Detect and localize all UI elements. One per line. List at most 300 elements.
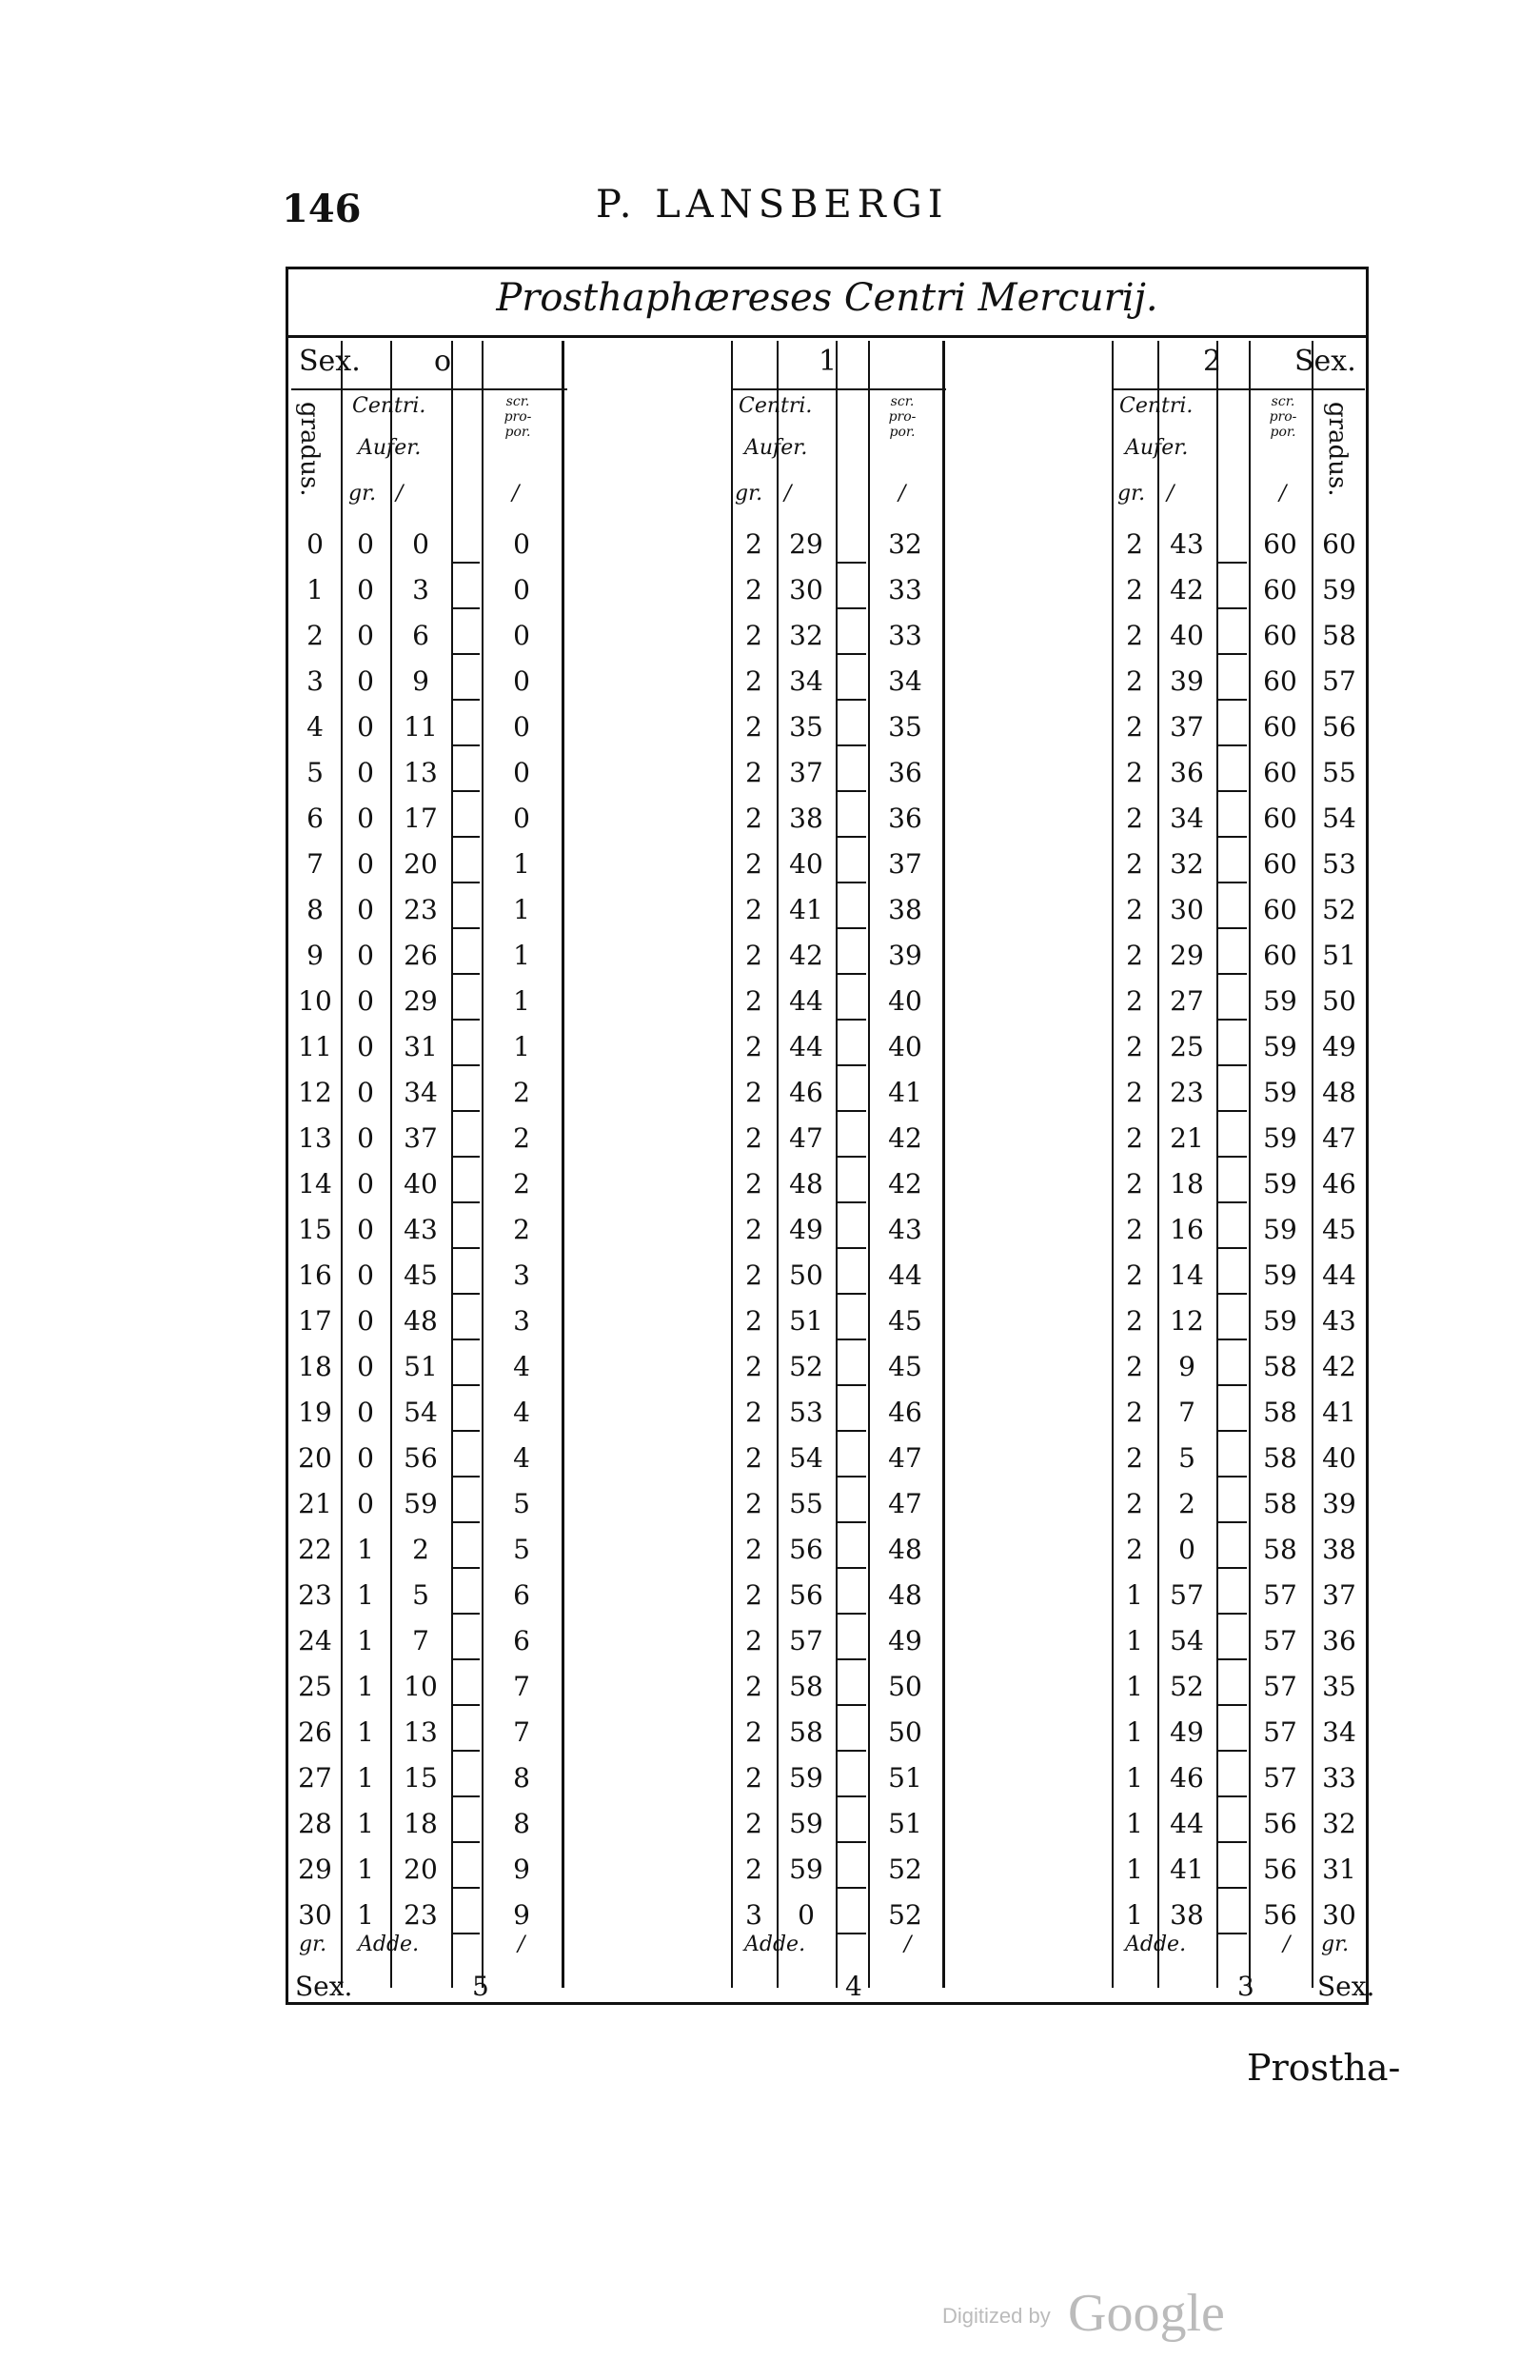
scruple-cell: 33 — [888, 620, 922, 651]
minute-cell: 40 — [1170, 620, 1204, 651]
table-row — [291, 613, 567, 659]
minute-cell: 37 — [404, 1122, 438, 1154]
row-dash — [1218, 927, 1247, 929]
sex-label: Sex. — [299, 345, 361, 378]
aufer-label: Aufer. — [1125, 436, 1189, 460]
row-dash — [1218, 1156, 1247, 1158]
minute-cell: 50 — [789, 1259, 823, 1291]
minute-cell: 51 — [404, 1351, 438, 1382]
running-head: P. LANSBERGI — [596, 183, 949, 227]
degree-cell: 2 — [745, 1259, 762, 1291]
scruple-cell: 48 — [888, 1534, 922, 1565]
scruple-cell: 0 — [513, 528, 530, 560]
gradus-cell: 3 — [306, 665, 324, 697]
gradus-cell: 39 — [1322, 1488, 1356, 1519]
table-row — [1112, 1755, 1388, 1801]
gradus-cell: 36 — [1322, 1625, 1356, 1656]
row-dash — [838, 882, 866, 883]
minute-cell: 9 — [412, 665, 429, 697]
scruple-cell: 1 — [513, 940, 530, 971]
scruple-cell: 58 — [1263, 1351, 1297, 1382]
table-row — [1112, 842, 1388, 887]
scruple-cell: 41 — [888, 1077, 922, 1108]
row-dash — [453, 1887, 480, 1889]
footer-gr-label: gr. — [299, 1933, 327, 1956]
minute-cell: 49 — [789, 1214, 823, 1245]
scruple-cell: 0 — [513, 803, 530, 834]
gradus-cell: 33 — [1322, 1762, 1356, 1794]
scruple-cell: 1 — [513, 1031, 530, 1062]
table-row — [1112, 1161, 1388, 1207]
degree-cell: 2 — [1126, 1488, 1143, 1519]
degree-cell: 2 — [745, 1168, 762, 1200]
degree-cell: 2 — [745, 1671, 762, 1702]
degree-cell: 2 — [1126, 803, 1143, 834]
scruple-cell: 7 — [513, 1716, 530, 1748]
minute-cell: 54 — [1170, 1625, 1204, 1656]
minute-cell: 5 — [1178, 1442, 1195, 1474]
gradus-cell: 54 — [1322, 803, 1356, 834]
header-rule — [291, 388, 567, 390]
row-dash — [453, 1750, 480, 1752]
scruple-cell: 59 — [1263, 1214, 1297, 1245]
degree-cell: 2 — [745, 1214, 762, 1245]
degree-cell: 1 — [1126, 1854, 1143, 1885]
table-row — [1112, 1436, 1388, 1481]
minute-cell: 27 — [1170, 985, 1204, 1017]
degree-cell: 2 — [745, 803, 762, 834]
minute-cell: 51 — [789, 1305, 823, 1337]
row-dash — [453, 1019, 480, 1021]
scruple-cell: 56 — [1263, 1899, 1297, 1931]
scruple-cell: 2 — [513, 1122, 530, 1154]
minute-cell: 18 — [1170, 1168, 1204, 1200]
scruple-cell: 46 — [888, 1397, 922, 1428]
degree-cell: 2 — [745, 620, 762, 651]
scruple-cell: 1 — [513, 848, 530, 880]
degree-cell: 2 — [745, 894, 762, 925]
row-dash — [1218, 973, 1247, 975]
table-row — [731, 1299, 1007, 1344]
table-row — [291, 704, 567, 750]
gr-label: gr. — [1117, 482, 1146, 506]
degree-cell: 2 — [1126, 894, 1143, 925]
scruple-cell: 7 — [513, 1671, 530, 1702]
scruple-cell: 2 — [513, 1077, 530, 1108]
row-dash — [838, 1795, 866, 1797]
scruple-cell: 60 — [1263, 574, 1297, 605]
gradus-cell: 6 — [306, 803, 324, 834]
scruple-cell: 36 — [888, 757, 922, 788]
table-row — [1112, 933, 1388, 979]
gradus-cell: 4 — [306, 711, 324, 743]
row-dash — [838, 1658, 866, 1660]
minute-cell: 57 — [789, 1625, 823, 1656]
degree-cell: 1 — [1126, 1716, 1143, 1748]
table-row — [731, 1024, 1007, 1070]
gradus-cell: 13 — [298, 1122, 332, 1154]
degree-cell: 0 — [357, 1351, 374, 1382]
centri-label: Centri. — [1119, 394, 1194, 418]
scruple-cell: 60 — [1263, 620, 1297, 651]
table-row — [1112, 522, 1388, 567]
scruple-cell: 34 — [888, 665, 922, 697]
degree-cell: 2 — [745, 1488, 762, 1519]
minute-cell: 42 — [1170, 574, 1204, 605]
degree-cell: 2 — [745, 711, 762, 743]
table-row — [291, 1299, 567, 1344]
gradus-cell: 14 — [298, 1168, 332, 1200]
row-dash — [1218, 1750, 1247, 1752]
row-dash — [453, 1339, 480, 1340]
minute-cell: 9 — [1178, 1351, 1195, 1382]
row-dash — [838, 1156, 866, 1158]
table-row — [731, 1070, 1007, 1116]
degree-cell: 2 — [1126, 1397, 1143, 1428]
gradus-cell: 2 — [306, 620, 324, 651]
row-dash — [838, 1476, 866, 1478]
minute-cell: 16 — [1170, 1214, 1204, 1245]
row-dash — [1218, 1476, 1247, 1478]
gradus-cell: 48 — [1322, 1077, 1356, 1108]
gradus-cell: 0 — [306, 528, 324, 560]
degree-cell: 2 — [745, 1031, 762, 1062]
row-dash — [838, 653, 866, 655]
gradus-cell: 46 — [1322, 1168, 1356, 1200]
row-dash — [1218, 1064, 1247, 1066]
gr-label: gr. — [735, 482, 763, 506]
minute-cell: 41 — [1170, 1854, 1204, 1885]
minute-cell: 23 — [1170, 1077, 1204, 1108]
gradus-cell: 40 — [1322, 1442, 1356, 1474]
gradus-cell: 12 — [298, 1077, 332, 1108]
scruple-cell: 6 — [513, 1579, 530, 1611]
degree-cell: 2 — [1126, 1259, 1143, 1291]
gradus-cell: 30 — [1322, 1899, 1356, 1931]
scruple-cell: 59 — [1263, 1168, 1297, 1200]
scruple-cell: 0 — [513, 757, 530, 788]
table-row — [731, 1801, 1007, 1847]
sex-number: 2 — [1203, 345, 1222, 378]
row-dash — [453, 1201, 480, 1203]
table-row — [1112, 1344, 1388, 1390]
minute-cell: 37 — [789, 757, 823, 788]
minute-cell: 30 — [1170, 894, 1204, 925]
scruple-cell: 57 — [1263, 1716, 1297, 1748]
degree-cell: 2 — [745, 1716, 762, 1748]
scruple-cell: 2 — [513, 1168, 530, 1200]
table-row — [731, 613, 1007, 659]
scruple-cell: 52 — [888, 1899, 922, 1931]
table-row — [1112, 1801, 1388, 1847]
gradus-cell: 30 — [298, 1899, 332, 1931]
row-dash — [838, 1841, 866, 1843]
minute-cell: 44 — [1170, 1808, 1204, 1839]
gradus-cell: 29 — [298, 1854, 332, 1885]
minute-cell: 21 — [1170, 1122, 1204, 1154]
minute-cell: 37 — [1170, 711, 1204, 743]
gradus-cell: 1 — [306, 574, 324, 605]
minute-cell: 59 — [789, 1808, 823, 1839]
gradus-cell: 57 — [1322, 665, 1356, 697]
row-dash — [1218, 1567, 1247, 1569]
scruple-cell: 59 — [1263, 985, 1297, 1017]
scruple-cell: 40 — [888, 1031, 922, 1062]
row-dash — [453, 1430, 480, 1432]
scruple-cell: 59 — [1263, 1259, 1297, 1291]
minute-cell: 56 — [404, 1442, 438, 1474]
degree-cell: 2 — [1126, 665, 1143, 697]
table-row — [291, 1436, 567, 1481]
scruple-cell: 60 — [1263, 711, 1297, 743]
gradus-cell: 21 — [298, 1488, 332, 1519]
row-dash — [838, 1887, 866, 1889]
min-label: / — [904, 1933, 912, 1956]
minute-cell: 30 — [789, 574, 823, 605]
degree-cell: 2 — [1126, 848, 1143, 880]
table-title: Prosthaphæreses Centri Mercurij. — [496, 276, 1158, 320]
scruple-cell: 0 — [513, 574, 530, 605]
degree-cell: 2 — [1126, 1214, 1143, 1245]
row-dash — [453, 562, 480, 564]
degree-cell: 0 — [357, 757, 374, 788]
degree-cell: 0 — [357, 620, 374, 651]
scruple-cell: 60 — [1263, 528, 1297, 560]
degree-cell: 1 — [357, 1808, 374, 1839]
scruple-cell: 38 — [888, 894, 922, 925]
table-row — [291, 1847, 567, 1893]
table-row — [1112, 704, 1388, 750]
scruple-cell: 57 — [1263, 1762, 1297, 1794]
scruple-cell: 1 — [513, 894, 530, 925]
gradus-cell: 47 — [1322, 1122, 1356, 1154]
row-dash — [1218, 882, 1247, 883]
degree-cell: 0 — [357, 1214, 374, 1245]
scruple-cell: 3 — [513, 1305, 530, 1337]
degree-cell: 1 — [1126, 1762, 1143, 1794]
degree-cell: 1 — [357, 1625, 374, 1656]
scruple-cell: 0 — [513, 711, 530, 743]
scruple-cell: 60 — [1263, 894, 1297, 925]
degree-cell: 2 — [745, 574, 762, 605]
scruple-cell: 43 — [888, 1214, 922, 1245]
row-dash — [838, 1567, 866, 1569]
scruple-cell: 5 — [513, 1488, 530, 1519]
minute-cell: 14 — [1170, 1259, 1204, 1291]
gr-label: gr. — [348, 482, 377, 506]
table-row — [1112, 1618, 1388, 1664]
min-label: / — [396, 482, 404, 506]
scruple-cell: 2 — [513, 1214, 530, 1245]
table-row — [731, 1207, 1007, 1253]
gradus-cell: 27 — [298, 1762, 332, 1794]
table-row — [1112, 1710, 1388, 1755]
gradus-cell: 58 — [1322, 620, 1356, 651]
table-row — [1112, 1024, 1388, 1070]
table-row — [1112, 750, 1388, 796]
degree-cell: 0 — [357, 1442, 374, 1474]
degree-cell: 0 — [357, 528, 374, 560]
gradus-cell: 42 — [1322, 1351, 1356, 1382]
table-row — [291, 1253, 567, 1299]
table-row — [291, 933, 567, 979]
scruple-cell: 39 — [888, 940, 922, 971]
scruple-cell: 0 — [513, 665, 530, 697]
degree-cell: 2 — [745, 757, 762, 788]
scruple-cell: 52 — [888, 1854, 922, 1885]
scruple-cell: 4 — [513, 1351, 530, 1382]
row-dash — [1218, 1339, 1247, 1340]
sex-label: Sex. — [1294, 345, 1356, 378]
row-dash — [1218, 1201, 1247, 1203]
table-row — [731, 1436, 1007, 1481]
minute-cell: 58 — [789, 1671, 823, 1702]
table-row — [291, 1161, 567, 1207]
row-dash — [453, 1567, 480, 1569]
min-label: / — [512, 482, 520, 506]
minute-cell: 48 — [789, 1168, 823, 1200]
scruple-cell: 60 — [1263, 803, 1297, 834]
degree-cell: 2 — [745, 1534, 762, 1565]
gradus-cell: 31 — [1322, 1854, 1356, 1885]
row-dash — [1218, 1613, 1247, 1615]
scruple-cell: 37 — [888, 848, 922, 880]
minute-cell: 2 — [412, 1534, 429, 1565]
scruple-cell: 4 — [513, 1442, 530, 1474]
gradus-cell: 23 — [298, 1579, 332, 1611]
degree-cell: 2 — [745, 528, 762, 560]
minute-cell: 44 — [789, 1031, 823, 1062]
minute-cell: 23 — [404, 894, 438, 925]
row-dash — [453, 653, 480, 655]
degree-cell: 2 — [1126, 1168, 1143, 1200]
table-row — [291, 659, 567, 704]
table-row — [731, 1710, 1007, 1755]
table-row — [291, 796, 567, 842]
row-dash — [453, 836, 480, 838]
row-dash — [838, 790, 866, 792]
scruple-cell: 60 — [1263, 940, 1297, 971]
gradus-cell: 9 — [306, 940, 324, 971]
minute-cell: 34 — [1170, 803, 1204, 834]
table-row — [291, 1618, 567, 1664]
table-row — [731, 1573, 1007, 1618]
degree-cell: 0 — [357, 1077, 374, 1108]
table-row — [291, 522, 567, 567]
table-row — [1112, 1253, 1388, 1299]
minute-cell: 52 — [1170, 1671, 1204, 1702]
gradus-cell: 7 — [306, 848, 324, 880]
degree-cell: 0 — [357, 1031, 374, 1062]
min-label: / — [1279, 482, 1287, 506]
gradus-label: gradus. — [1323, 402, 1352, 497]
gradus-cell: 44 — [1322, 1259, 1356, 1291]
minute-cell: 41 — [789, 894, 823, 925]
table-row — [291, 750, 567, 796]
minute-cell: 56 — [789, 1534, 823, 1565]
minute-cell: 23 — [404, 1899, 438, 1931]
minute-cell: 25 — [1170, 1031, 1204, 1062]
row-dash — [1218, 1384, 1247, 1386]
row-dash — [453, 882, 480, 883]
sex-number: o — [434, 345, 452, 378]
table-row — [1112, 1116, 1388, 1161]
table-row — [731, 1618, 1007, 1664]
table-row — [291, 1755, 567, 1801]
scruple-cell: 49 — [888, 1625, 922, 1656]
row-dash — [1218, 790, 1247, 792]
table-row — [291, 567, 567, 613]
scruple-cell: 40 — [888, 985, 922, 1017]
degree-cell: 1 — [1126, 1579, 1143, 1611]
sex-number: 1 — [819, 345, 838, 378]
row-dash — [1218, 744, 1247, 746]
aufer-label: Aufer. — [358, 436, 422, 460]
scruple-cell: 45 — [888, 1305, 922, 1337]
scr-pro-por-label: scr. pro- por. — [888, 394, 917, 440]
scruple-cell: 5 — [513, 1534, 530, 1565]
gradus-cell: 60 — [1322, 528, 1356, 560]
row-dash — [1218, 1933, 1247, 1934]
scruple-cell: 56 — [1263, 1854, 1297, 1885]
scruple-cell: 59 — [1263, 1122, 1297, 1154]
degree-cell: 0 — [357, 803, 374, 834]
table-row — [1112, 613, 1388, 659]
footer-gr-label: gr. — [1321, 1933, 1350, 1956]
table-row — [1112, 1527, 1388, 1573]
digitized-by-text: Digitized by — [942, 2304, 1051, 2328]
minute-cell: 18 — [404, 1808, 438, 1839]
minute-cell: 54 — [789, 1442, 823, 1474]
gradus-label: gradus. — [295, 402, 324, 497]
gradus-cell: 26 — [298, 1716, 332, 1748]
table-row — [731, 887, 1007, 933]
adde-label: Adde. — [1125, 1933, 1187, 1956]
page-number: 146 — [282, 187, 362, 231]
degree-cell: 1 — [1126, 1671, 1143, 1702]
row-dash — [1218, 1704, 1247, 1706]
minute-cell: 36 — [1170, 757, 1204, 788]
gradus-cell: 59 — [1322, 574, 1356, 605]
minute-cell: 0 — [1178, 1534, 1195, 1565]
row-dash — [453, 973, 480, 975]
row-dash — [1218, 1841, 1247, 1843]
degree-cell: 2 — [745, 1625, 762, 1656]
table-row — [731, 567, 1007, 613]
gradus-cell: 16 — [298, 1259, 332, 1291]
gradus-cell: 51 — [1322, 940, 1356, 971]
row-dash — [453, 1658, 480, 1660]
degree-cell: 2 — [1126, 757, 1143, 788]
row-dash — [1218, 836, 1247, 838]
scruple-cell: 36 — [888, 803, 922, 834]
row-dash — [1218, 1430, 1247, 1432]
row-dash — [453, 1247, 480, 1249]
minute-cell: 48 — [404, 1305, 438, 1337]
degree-cell: 2 — [745, 665, 762, 697]
row-dash — [838, 1384, 866, 1386]
row-dash — [838, 1339, 866, 1340]
scruple-cell: 57 — [1263, 1579, 1297, 1611]
header-rule — [1112, 388, 1365, 390]
row-dash — [838, 1247, 866, 1249]
degree-cell: 1 — [357, 1671, 374, 1702]
degree-cell: 2 — [1126, 1442, 1143, 1474]
gradus-cell: 22 — [298, 1534, 332, 1565]
minute-cell: 6 — [412, 620, 429, 651]
scruple-cell: 60 — [1263, 665, 1297, 697]
minute-cell: 38 — [789, 803, 823, 834]
